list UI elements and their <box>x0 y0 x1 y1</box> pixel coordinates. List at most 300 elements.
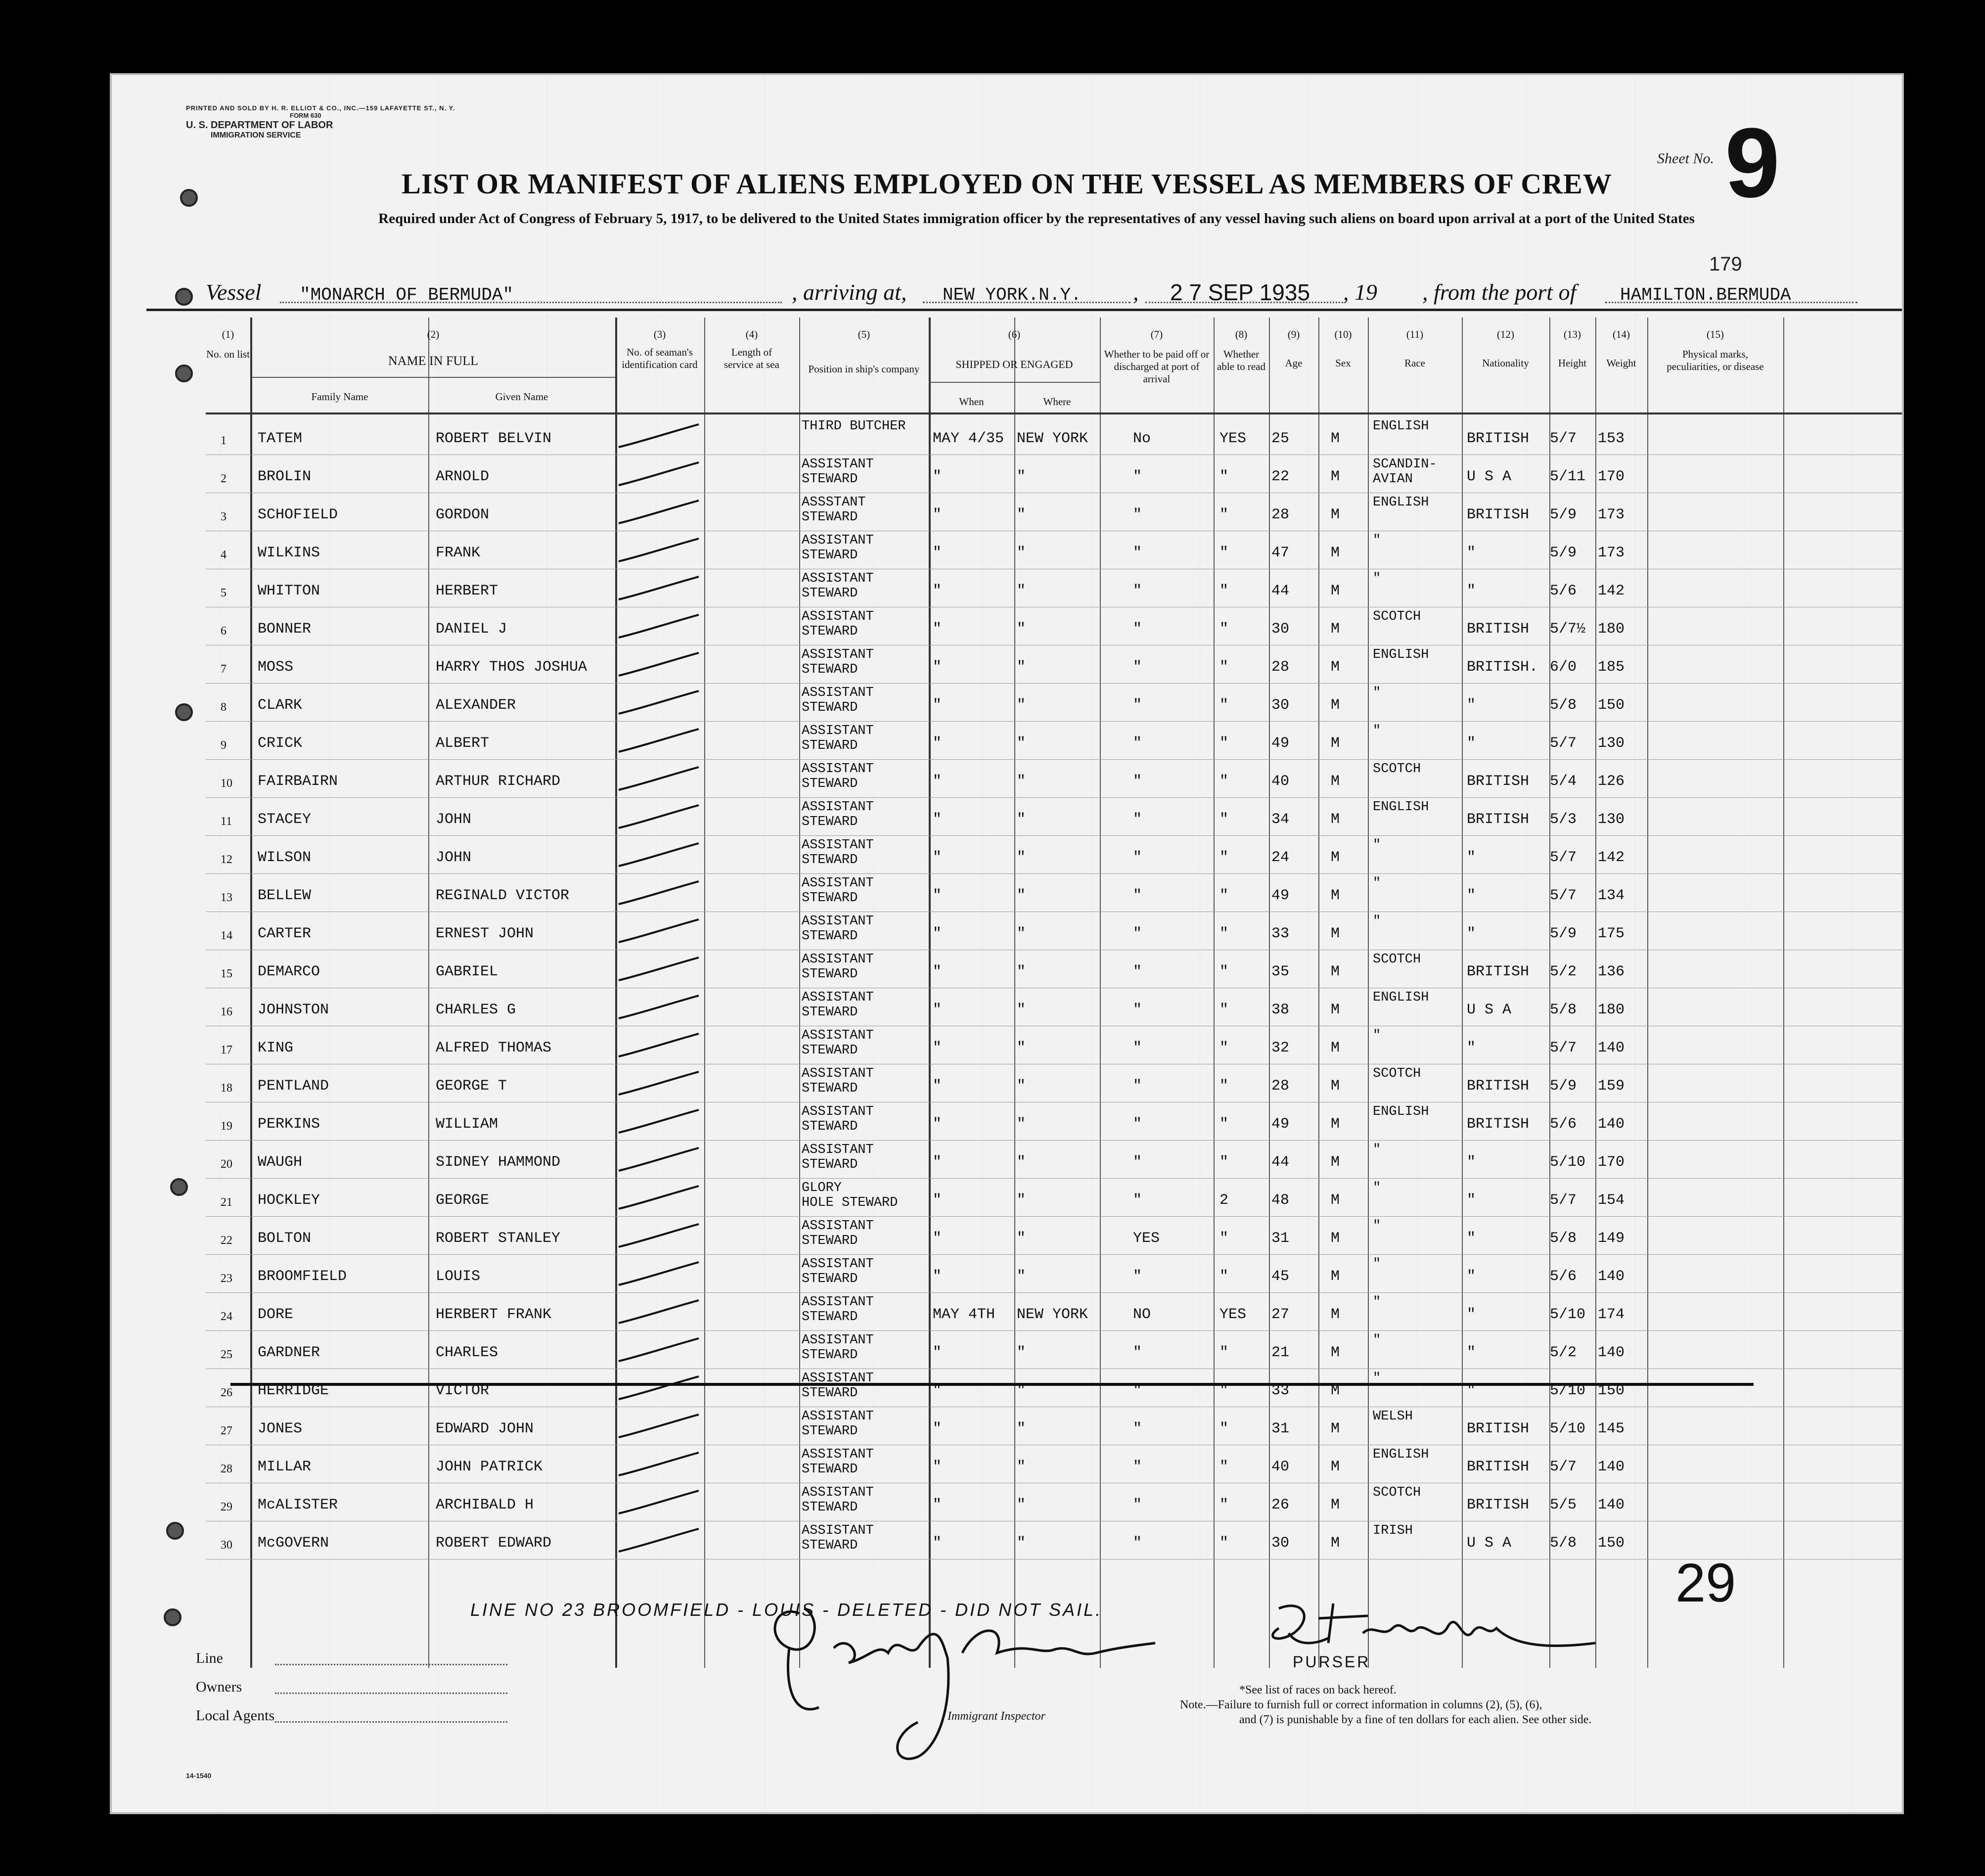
cell-when: " <box>933 735 942 752</box>
cell-race: SCOTCH <box>1373 1066 1421 1081</box>
cell-given: ALBERT <box>436 735 490 752</box>
cell-position: ASSISTANT STEWARD <box>802 1143 874 1172</box>
col-6a-header: When <box>959 396 984 408</box>
cell-nationality: " <box>1467 1382 1476 1399</box>
cell-nationality: " <box>1467 583 1476 599</box>
cell-race: " <box>1373 876 1381 891</box>
cell-when: " <box>933 963 942 980</box>
cell-where: " <box>1017 583 1026 599</box>
cell-weight: 126 <box>1598 773 1625 790</box>
manifest-sheet <box>110 73 1904 1814</box>
cell-position: ASSISTANT STEWARD <box>802 762 874 791</box>
cell-when: " <box>933 1459 942 1475</box>
col-2b-header: Given Name <box>495 391 548 403</box>
cell-height: 5/6 <box>1550 1116 1577 1133</box>
cell-race: IRISH <box>1373 1523 1413 1538</box>
cell-height: 5/5 <box>1550 1497 1577 1513</box>
cell-family: McALISTER <box>258 1497 338 1513</box>
cell-no: 17 <box>221 1044 232 1056</box>
sheet-number: 9 <box>1725 108 1780 218</box>
cell-read: " <box>1219 1497 1229 1513</box>
cell-height: 5/7 <box>1550 430 1577 447</box>
col-4-header: Length of service at sea <box>724 346 779 371</box>
cell-paid: " <box>1133 621 1142 638</box>
cell-height: 5/7 <box>1550 887 1577 904</box>
cell-paid: " <box>1133 1040 1142 1056</box>
cell-height: 5/9 <box>1550 1078 1577 1095</box>
cell-where: " <box>1017 1459 1026 1475</box>
cell-nationality: BRITISH <box>1467 773 1530 790</box>
cell-where: " <box>1017 925 1026 942</box>
table-row <box>112 1178 1902 1216</box>
cell-height: 5/10 <box>1550 1382 1586 1399</box>
table-row <box>112 1483 1902 1521</box>
cell-read: " <box>1219 849 1229 866</box>
card-check-mark <box>614 840 703 870</box>
cell-paid: " <box>1133 659 1142 676</box>
cell-where: " <box>1017 1192 1026 1209</box>
card-check-mark <box>614 612 703 641</box>
cell-race: ENGLISH <box>1373 800 1429 815</box>
punch-hole <box>164 1608 181 1626</box>
cell-sex: M <box>1331 1268 1340 1285</box>
cell-sex: M <box>1331 1306 1340 1323</box>
table-row <box>112 1445 1902 1483</box>
cell-when: " <box>933 1268 942 1285</box>
owners-label: Owners <box>196 1679 242 1695</box>
cell-paid: " <box>1133 545 1142 561</box>
cell-no: 23 <box>221 1272 232 1285</box>
col-2a-header: Family Name <box>311 391 368 403</box>
cell-given: ALFRED THOMAS <box>436 1040 552 1056</box>
cell-read: " <box>1219 1230 1229 1247</box>
cell-age: 31 <box>1271 1420 1290 1437</box>
cell-height: 5/2 <box>1550 963 1577 980</box>
cell-given: ARTHUR RICHARD <box>436 773 561 790</box>
vessel-label: Vessel <box>206 279 262 305</box>
cell-sex: M <box>1331 1382 1340 1399</box>
cell-height: 5/3 <box>1550 811 1577 828</box>
table-row <box>112 835 1902 873</box>
cell-weight: 134 <box>1598 887 1625 904</box>
cell-family: SCHOFIELD <box>258 506 338 523</box>
col-2-num: (2) <box>427 328 440 340</box>
cell-where: " <box>1017 1154 1026 1171</box>
cell-position: ASSISTANT STEWARD <box>802 1523 874 1553</box>
cell-weight: 140 <box>1598 1344 1625 1361</box>
cell-read: " <box>1219 1268 1229 1285</box>
cell-family: McGOVERN <box>258 1535 329 1552</box>
cell-sex: M <box>1331 1040 1340 1056</box>
cell-race: SCOTCH <box>1373 952 1421 967</box>
printer-line: PRINTED AND SOLD BY H. R. ELLIOT & CO., INC.—159 LAFAYETTE ST., N. Y. <box>186 104 455 112</box>
cell-given: JOHN <box>436 849 472 866</box>
cell-read: " <box>1219 468 1229 485</box>
cell-paid: " <box>1133 1382 1142 1399</box>
cell-family: WILKINS <box>258 545 320 561</box>
card-check-mark <box>614 1145 703 1175</box>
col-11-num: (11) <box>1406 328 1424 340</box>
col-9-header: Age <box>1285 357 1303 369</box>
cell-nationality: BRITISH <box>1467 1497 1530 1513</box>
cell-age: 35 <box>1271 963 1290 980</box>
cell-sex: M <box>1331 887 1340 904</box>
cell-no: 8 <box>221 701 226 714</box>
cell-height: 5/6 <box>1550 583 1577 599</box>
cell-weight: 142 <box>1598 583 1625 599</box>
col-14-header: Weight <box>1606 357 1636 369</box>
cell-paid: " <box>1133 1116 1142 1133</box>
cell-paid: " <box>1133 506 1142 523</box>
cell-nationality: BRITISH <box>1467 1459 1530 1475</box>
cell-no: 27 <box>221 1424 232 1437</box>
cell-sex: M <box>1331 1002 1340 1018</box>
cell-when: " <box>933 1116 942 1133</box>
table-row <box>112 416 1902 455</box>
cell-weight: 159 <box>1598 1078 1625 1095</box>
cell-race: ENGLISH <box>1373 495 1429 510</box>
cell-race: " <box>1373 1295 1381 1310</box>
cell-age: 26 <box>1271 1497 1290 1513</box>
cell-position: ASSISTANT STEWARD <box>802 1447 874 1477</box>
cell-given: ROBERT STANLEY <box>436 1230 561 1247</box>
cell-race: " <box>1373 571 1381 586</box>
cell-when: " <box>933 506 942 523</box>
cell-when: " <box>933 1344 942 1361</box>
cell-race: ENGLISH <box>1373 1104 1429 1119</box>
cell-family: WILSON <box>258 849 312 866</box>
cell-when: " <box>933 773 942 790</box>
cell-given: HERBERT <box>436 583 498 599</box>
cell-nationality: " <box>1467 1344 1476 1361</box>
table-row <box>112 1026 1902 1064</box>
header-rule <box>146 309 1902 311</box>
cell-position: ASSISTANT STEWARD <box>802 914 874 944</box>
cell-position: ASSISTANT STEWARD <box>802 1104 874 1134</box>
cell-nationality: " <box>1467 925 1476 942</box>
card-check-mark <box>614 916 703 946</box>
cell-nationality: U S A <box>1467 1535 1512 1552</box>
table-row <box>112 1102 1902 1140</box>
col-6-num: (6) <box>1008 328 1021 340</box>
cell-when: " <box>933 1002 942 1018</box>
cell-age: 24 <box>1271 849 1290 866</box>
cell-where: " <box>1017 1230 1026 1247</box>
card-check-mark <box>614 421 703 451</box>
cell-weight: 180 <box>1598 1002 1625 1018</box>
cell-nationality: " <box>1467 849 1476 866</box>
cell-when: " <box>933 1382 942 1399</box>
cell-given: ALEXANDER <box>436 697 516 714</box>
cell-paid: " <box>1133 1535 1142 1552</box>
table-row <box>112 721 1902 759</box>
cell-nationality: BRITISH <box>1467 1420 1530 1437</box>
cell-height: 5/7 <box>1550 735 1577 752</box>
cell-paid: No <box>1133 430 1151 447</box>
cell-age: 40 <box>1271 1459 1290 1475</box>
arriving-label: , arriving at, <box>792 279 907 305</box>
cell-sex: M <box>1331 1420 1340 1437</box>
card-check-mark <box>614 1107 703 1137</box>
cell-sex: M <box>1331 621 1340 638</box>
cell-given: ARNOLD <box>436 468 490 485</box>
cell-age: 40 <box>1271 773 1290 790</box>
cell-paid: " <box>1133 773 1142 790</box>
cell-where: " <box>1017 1497 1026 1513</box>
cell-nationality: " <box>1467 1268 1476 1285</box>
cell-no: 15 <box>221 967 232 980</box>
cell-given: FRANK <box>436 545 481 561</box>
cell-where: " <box>1017 1002 1026 1018</box>
cell-race: " <box>1373 1028 1381 1043</box>
cell-read: " <box>1219 1116 1229 1133</box>
arriving-port: NEW YORK.N.Y. <box>943 285 1082 305</box>
cell-nationality: " <box>1467 1040 1476 1056</box>
cell-age: 25 <box>1271 430 1290 447</box>
cell-weight: 150 <box>1598 1535 1625 1552</box>
cell-nationality: " <box>1467 1230 1476 1247</box>
col-13-header: Height <box>1558 357 1587 369</box>
cell-sex: M <box>1331 1459 1340 1475</box>
cell-when: " <box>933 849 942 866</box>
cell-no: 22 <box>221 1234 232 1247</box>
col-3-num: (3) <box>653 328 666 340</box>
cell-sex: M <box>1331 1230 1340 1247</box>
cell-read: YES <box>1219 430 1247 447</box>
cell-family: PENTLAND <box>258 1078 329 1095</box>
cell-sex: M <box>1331 849 1340 866</box>
cell-weight: 145 <box>1598 1420 1625 1437</box>
cell-sex: M <box>1331 735 1340 752</box>
from-label: , from the port of <box>1422 279 1577 305</box>
cell-family: PERKINS <box>258 1116 320 1133</box>
form-imprint <box>186 105 455 140</box>
cell-height: 5/8 <box>1550 1002 1577 1018</box>
col-8-num: (8) <box>1235 328 1248 340</box>
col-9-num: (9) <box>1287 328 1300 340</box>
cell-when: " <box>933 1230 942 1247</box>
col-7-header: Whether to be paid off or discharged at port of arrival <box>1104 348 1210 385</box>
cell-no: 29 <box>221 1501 232 1513</box>
cell-where: NEW YORK <box>1017 1306 1088 1323</box>
cell-position: ASSISTANT STEWARD <box>802 800 874 829</box>
cell-sex: M <box>1331 583 1340 599</box>
cell-given: REGINALD VICTOR <box>436 887 570 904</box>
page-title: LIST OR MANIFEST OF ALIENS EMPLOYED ON THE VESSEL AS MEMBERS OF CREW <box>402 168 1612 200</box>
departure-port: HAMILTON.BERMUDA <box>1620 285 1791 305</box>
cell-when: " <box>933 621 942 638</box>
cell-weight: 170 <box>1598 1154 1625 1171</box>
cell-paid: " <box>1133 735 1142 752</box>
card-check-mark <box>614 993 703 1022</box>
cell-paid: " <box>1133 849 1142 866</box>
cell-given: GABRIEL <box>436 963 498 980</box>
card-check-mark <box>614 1297 703 1327</box>
cell-no: 5 <box>221 587 226 599</box>
cell-position: ASSISTANT STEWARD <box>802 1219 874 1248</box>
cell-age: 31 <box>1271 1230 1290 1247</box>
cell-when: " <box>933 1040 942 1056</box>
col-12-header: Nationality <box>1482 357 1529 369</box>
cell-weight: 153 <box>1598 430 1625 447</box>
cell-family: MOSS <box>258 659 294 676</box>
form-notes <box>1180 1683 1773 1727</box>
cell-weight: 185 <box>1598 659 1625 676</box>
cell-nationality: " <box>1467 1192 1476 1209</box>
table-row <box>112 645 1902 683</box>
cell-read: " <box>1219 735 1229 752</box>
cell-race: " <box>1373 1333 1381 1348</box>
cell-family: JONES <box>258 1420 303 1437</box>
card-check-mark <box>614 1259 703 1289</box>
cell-age: 38 <box>1271 1002 1290 1018</box>
cell-position: ASSISTANT STEWARD <box>802 1066 874 1096</box>
cell-sex: M <box>1331 545 1340 561</box>
cell-paid: " <box>1133 811 1142 828</box>
cell-weight: 140 <box>1598 1116 1625 1133</box>
cell-when: " <box>933 659 942 676</box>
cell-age: 44 <box>1271 1154 1290 1171</box>
cell-family: DEMARCO <box>258 963 320 980</box>
col-7-num: (7) <box>1150 328 1163 340</box>
cell-age: 27 <box>1271 1306 1290 1323</box>
cell-when: " <box>933 697 942 714</box>
cell-position: ASSISTANT STEWARD <box>802 1028 874 1058</box>
cell-read: " <box>1219 925 1229 942</box>
table-row <box>112 531 1902 569</box>
cell-read: YES <box>1219 1306 1247 1323</box>
table-row <box>112 1216 1902 1254</box>
cell-sex: M <box>1331 811 1340 828</box>
cell-no: 16 <box>221 1006 232 1018</box>
cell-no: 20 <box>221 1158 232 1171</box>
cell-weight: 150 <box>1598 1382 1625 1399</box>
cell-given: GEORGE T <box>436 1078 507 1095</box>
cell-given: DANIEL J <box>436 621 507 638</box>
cell-no: 7 <box>221 663 226 676</box>
department-name: U. S. DEPARTMENT OF LABOR <box>186 119 333 131</box>
cell-no: 21 <box>221 1196 232 1209</box>
cell-read: 2 <box>1219 1192 1229 1209</box>
table-row <box>112 1521 1902 1559</box>
cell-sex: M <box>1331 659 1340 676</box>
form-number: FORM 630 <box>290 111 321 119</box>
cell-paid: " <box>1133 583 1142 599</box>
cell-read: " <box>1219 621 1229 638</box>
cell-when: " <box>933 468 942 485</box>
cell-age: 44 <box>1271 583 1290 599</box>
cell-when: " <box>933 1192 942 1209</box>
cell-position: ASSISTANT STEWARD <box>802 609 874 639</box>
cell-weight: 180 <box>1598 621 1625 638</box>
cell-paid: " <box>1133 1344 1142 1361</box>
cell-read: " <box>1219 811 1229 828</box>
card-check-mark <box>614 459 703 489</box>
cell-height: 5/6 <box>1550 1268 1577 1285</box>
cell-age: 48 <box>1271 1192 1290 1209</box>
cell-paid: " <box>1133 697 1142 714</box>
cell-no: 19 <box>221 1120 232 1133</box>
cell-nationality: BRITISH <box>1467 963 1530 980</box>
table-row <box>112 988 1902 1026</box>
cell-position: ASSISTANT STEWARD <box>802 686 874 715</box>
col-5-header: Position in ship's company <box>808 363 920 375</box>
card-check-mark <box>614 1183 703 1213</box>
cell-race: " <box>1373 724 1381 738</box>
cell-paid: " <box>1133 1154 1142 1171</box>
cell-read: " <box>1219 1078 1229 1095</box>
cell-read: " <box>1219 545 1229 561</box>
cell-paid: " <box>1133 1459 1142 1475</box>
cell-where: " <box>1017 1078 1026 1095</box>
cell-position: ASSISTANT STEWARD <box>802 533 874 563</box>
cell-when: " <box>933 545 942 561</box>
cell-family: CARTER <box>258 925 312 942</box>
table-row <box>112 1254 1902 1292</box>
cell-when: " <box>933 583 942 599</box>
cell-where: " <box>1017 811 1026 828</box>
table-row <box>112 1292 1902 1330</box>
cell-height: 5/7 <box>1550 849 1577 866</box>
card-check-mark <box>614 1069 703 1098</box>
cell-weight: 142 <box>1598 849 1625 866</box>
cell-race: " <box>1373 838 1381 853</box>
cell-no: 14 <box>221 929 232 942</box>
col-15-header: Physical marks, peculiarities, or disease <box>1667 348 1764 373</box>
table-row <box>112 1140 1902 1178</box>
cell-no: 6 <box>221 625 226 638</box>
cell-position: ASSISTANT STEWARD <box>802 1371 874 1401</box>
cell-nationality: U S A <box>1467 1002 1512 1018</box>
cell-family: WHITTON <box>258 583 320 599</box>
cell-age: 34 <box>1271 811 1290 828</box>
cell-age: 21 <box>1271 1344 1290 1361</box>
cell-nationality: BRITISH. <box>1467 659 1538 676</box>
cell-no: 4 <box>221 549 226 561</box>
cell-height: 5/9 <box>1550 545 1577 561</box>
cell-race: ENGLISH <box>1373 647 1429 662</box>
inspector-label: Immigrant Inspector <box>947 1710 1045 1723</box>
table-row <box>112 797 1902 835</box>
cell-race: " <box>1373 686 1381 700</box>
cell-given: SIDNEY HAMMOND <box>436 1154 561 1171</box>
cell-paid: " <box>1133 468 1142 485</box>
cell-family: BROOMFIELD <box>258 1268 347 1285</box>
table-row <box>112 607 1902 645</box>
cell-where: NEW YORK <box>1017 430 1088 447</box>
cell-where: " <box>1017 1344 1026 1361</box>
cell-nationality: " <box>1467 735 1476 752</box>
cell-sex: M <box>1331 1154 1340 1171</box>
cell-position: ASSISTANT STEWARD <box>802 838 874 868</box>
cell-read: " <box>1219 963 1229 980</box>
cell-when: MAY 4/35 <box>933 430 1004 447</box>
cell-age: 49 <box>1271 1116 1290 1133</box>
table-row <box>112 455 1902 493</box>
card-check-mark <box>614 1373 703 1403</box>
cell-no: 24 <box>221 1310 232 1323</box>
cell-race: SCOTCH <box>1373 1485 1421 1500</box>
purser-label: PURSER <box>1293 1653 1371 1671</box>
cell-read: " <box>1219 1459 1229 1475</box>
punch-hole <box>175 365 193 382</box>
cell-position: ASSISTANT STEWARD <box>802 724 874 753</box>
cell-race: ENGLISH <box>1373 990 1429 1005</box>
cell-when: " <box>933 1078 942 1095</box>
cell-race: SCOTCH <box>1373 762 1421 777</box>
cell-where: " <box>1017 1040 1026 1056</box>
cell-given: WILLIAM <box>436 1116 498 1133</box>
